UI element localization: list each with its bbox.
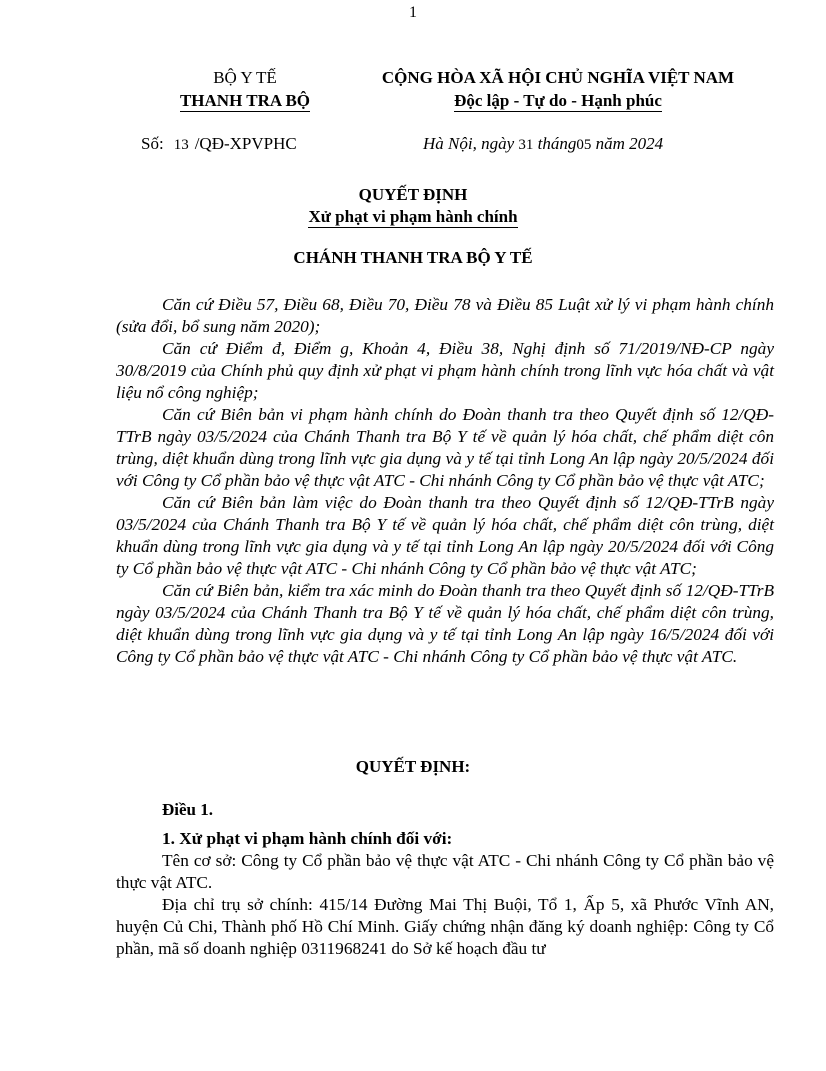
issuing-authority: [140, 66, 350, 112]
page-number: 1: [409, 4, 417, 21]
signing-authority-heading: CHÁNH THANH TRA BỘ Y TẾ: [293, 248, 533, 267]
number-suffix: /QĐ-XPVPHC: [194, 134, 297, 153]
article-1-heading: Điều 1.: [162, 800, 213, 819]
date-year: năm 2024: [595, 134, 664, 153]
facility-name: Tên cơ sở: Công ty Cổ phần bảo vệ thực vật ATC - Chi nhánh Công ty Cổ phần bảo vệ thực vật ATC.: [116, 851, 774, 892]
country-name: CỘNG HÒA XÃ HỘI CHỦ NGHĨA VIỆT NAM: [381, 68, 735, 87]
number-value: 13: [173, 137, 189, 153]
date-month: 05: [576, 137, 592, 153]
preamble-paragraph: Căn cứ Điểm đ, Điểm g, Khoản 4, Điều 38, Nghị định số 71/2019/NĐ-CP ngày 30/8/2019 của Chính phủ quy định xử phạt vi phạm hành chính trong lĩnh vực hóa chất và vật liệu nổ công nghiệp;: [116, 339, 774, 402]
date-prefix: Hà Nội, ngày: [423, 134, 515, 153]
preamble-paragraph: Căn cứ Biên bản làm việc do Đoàn thanh tra theo Quyết định số 12/QĐ-TTrB ngày 03/5/2024 của Chánh Thanh tra Bộ Y tế về quản lý hóa chất, chế phẩm diệt côn trùng, diệt khuẩn dùng trong lĩnh vực gia dụng và y tế tại tỉnh Long An lập ngày 20/5/2024 đối với Công ty Cổ phần bảo vệ thực vật ATC - Chi nhánh Công ty Cổ phần bảo vệ thực vật ATC;: [116, 493, 774, 578]
preamble-paragraph: Căn cứ Điều 57, Điều 68, Điều 70, Điều 78 và Điều 85 Luật xử lý vi phạm hành chính (sửa đổi, bổ sung năm 2020);: [116, 295, 774, 336]
decision-heading: QUYẾT ĐỊNH:: [355, 757, 471, 776]
preamble: [116, 294, 774, 668]
ministry-name: BỘ Y TẾ: [213, 68, 277, 87]
preamble-paragraph: Căn cứ Biên bản vi phạm hành chính do Đoàn thanh tra theo Quyết định số 12/QĐ-TTrB ngày 03/5/2024 của Chánh Thanh tra Bộ Y tế về quản lý hóa chất, chế phẩm diệt côn trùng, diệt khuẩn dùng trong lĩnh vực gia dụng và y tế tại tỉnh Long An lập ngày 20/5/2024 đối với Công ty Cổ phần bảo vệ thực vật ATC - Chi nhánh Công ty Cổ phần bảo vệ thực vật ATC;: [116, 405, 774, 490]
date-day: 31: [518, 137, 534, 153]
article-1-body: [116, 828, 774, 960]
national-motto: Độc lập - Tự do - Hạnh phúc: [454, 91, 662, 110]
preamble-paragraph: Căn cứ Biên bản, kiểm tra xác minh do Đoàn thanh tra theo Quyết định số 12/QĐ-TTrB ngày 03/5/2024 của Chánh Thanh tra Bộ Y tế về quản lý hóa chất, chế phẩm diệt côn trùng, diệt khuẩn dùng trong lĩnh vực gia dụng và y tế tại tỉnh Long An lập ngày 16/5/2024 đối với Công ty Cổ phần bảo vệ thực vật ATC - Chi nhánh Công ty Cổ phần bảo vệ thực vật ATC.: [116, 581, 774, 666]
section-1-title: 1. Xử phạt vi phạm hành chính đối với:: [162, 829, 453, 848]
document-number: [141, 134, 297, 154]
national-header: [350, 66, 766, 112]
issue-date: [423, 134, 663, 154]
date-month-label: tháng: [537, 134, 577, 153]
facility-address: Địa chỉ trụ sở chính: 415/14 Đường Mai Thị Buội, Tổ 1, Ấp 5, xã Phước Vĩnh AN, huyện Củ Chi, Thành phố Hồ Chí Minh. Giấy chứng nhận đăng ký doanh nghiệp: Công ty Cổ phần, mã số doanh nghiệp 0311968241 do Sở kế hoạch đầu tư: [116, 895, 774, 958]
number-label: Số:: [141, 134, 164, 153]
title-main: QUYẾT ĐỊNH: [358, 185, 468, 204]
department-name: THANH TRA BỘ: [179, 91, 311, 110]
title-sub: Xử phạt vi phạm hành chính: [308, 207, 518, 226]
document-title: [0, 184, 826, 228]
